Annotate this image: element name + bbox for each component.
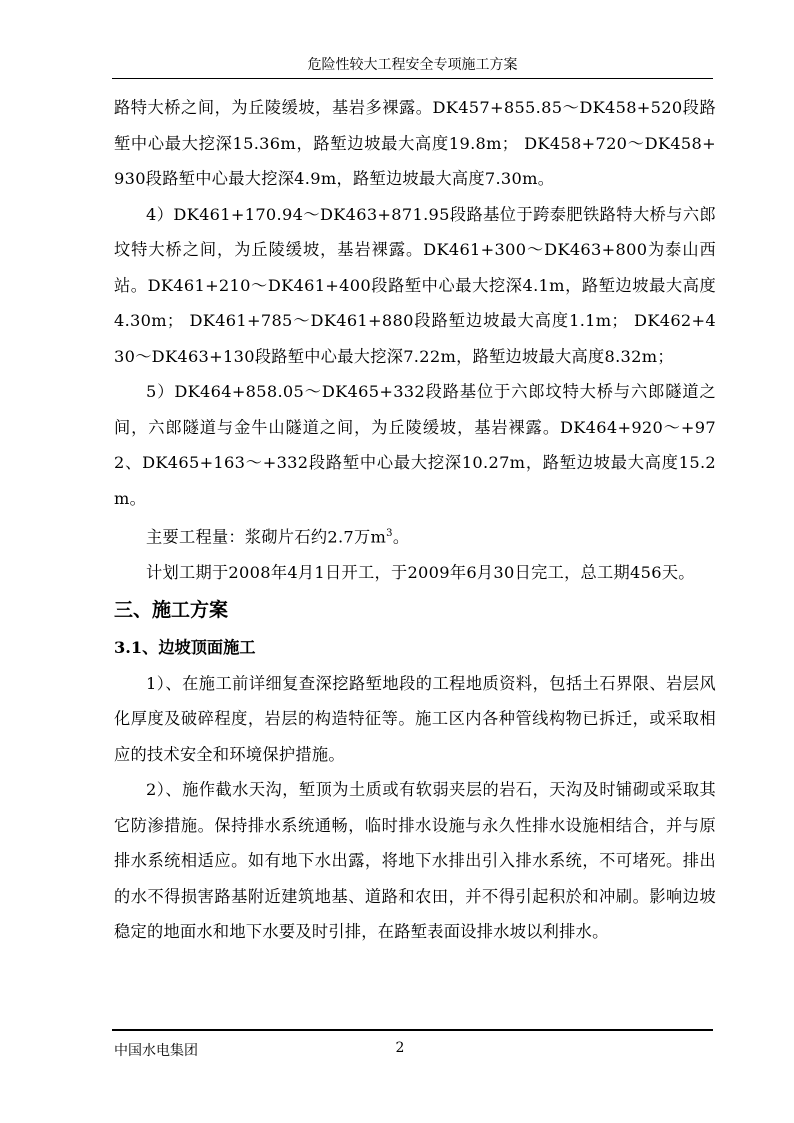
document-body (114, 90, 716, 950)
paragraph-item-4: 4）DK461+170.94～DK463+871.95段路基位于跨泰肥铁路特大桥与六郎坟特大桥之间，为丘陵缓坡，基岩裸露。DK461+300～DK463+800为泰山西站。DK461+210～DK461+400段路堑中心最大挖深4.1m，路堑边坡最大高度4.30m； DK461+785～DK461+880段路堑边坡最大高度1.1m； DK462+430～DK463+130段路堑中心最大挖深7.22m，路堑边坡最大高度8.32m； (114, 204, 716, 366)
footer-divider (112, 1029, 713, 1031)
header-divider (112, 78, 713, 79)
paragraph-schedule: 计划工期于2008年4月1日开工，于2009年6月30日完工，总工期456天。 (146, 562, 695, 582)
paragraph-continuation: 路特大桥之间，为丘陵缓坡，基岩多裸露。DK457+855.85～DK458+520段路堑中心最大挖深15.36m，路堑边坡最大高度19.8m； DK458+720～DK458+930段路堑中心最大挖深4.9m，路堑边坡最大高度7.30m。 (114, 98, 716, 188)
unit-superscript: 3 (386, 528, 393, 539)
footer-company: 中国水电集团 (114, 1043, 198, 1059)
subsection-title: 3.1、边坡顶面施工 (114, 638, 256, 658)
paragraph-step-2: 2）、施作截水天沟，堑顶为土质或有软弱夹层的岩石，天沟及时铺砌或采取其它防渗措施。保持排水系统通畅，临时排水设施与永久性排水设施相结合，并与原排水系统相适应。如有地下水出露，将地下水排出引入排水系统，不可堵死。排出的水不得损害路基附近建筑地基、道路和农田，并不得引起积於和冲刷。影响边坡稳定的地面水和地下水要及时引排，在路堑表面设排水坡以利排水。 (114, 780, 716, 942)
page-number: 2 (395, 1040, 405, 1056)
paragraph-item-5: 5）DK464+858.05～DK465+332段路基位于六郎坟特大桥与六郎隧道之间，六郎隧道与金牛山隧道之间，为丘陵缓坡，基岩裸露。DK464+920～+972、DK465+163～+332段路堑中心最大挖深10.27m，路堑边坡最大高度15.2m。 (114, 382, 716, 508)
paragraph-quantity (114, 516, 716, 555)
paragraph-step-1: 1）、在施工前详细复查深挖路堑地段的工程地质资料，包括土石界限、岩层风化厚度及破碎程度，岩层的构造特征等。施工区内各种管线构物已拆迁，或采取相应的技术安全和环境保护措施。 (114, 673, 716, 764)
quantity-text: 主要工程量：浆砌片石约2.7万m (146, 527, 387, 547)
page-header-title: 危险性较大工程安全专项施工方案 (307, 57, 518, 73)
quantity-suffix: 。 (392, 527, 410, 547)
section-title: 三、施工方案 (114, 599, 229, 622)
